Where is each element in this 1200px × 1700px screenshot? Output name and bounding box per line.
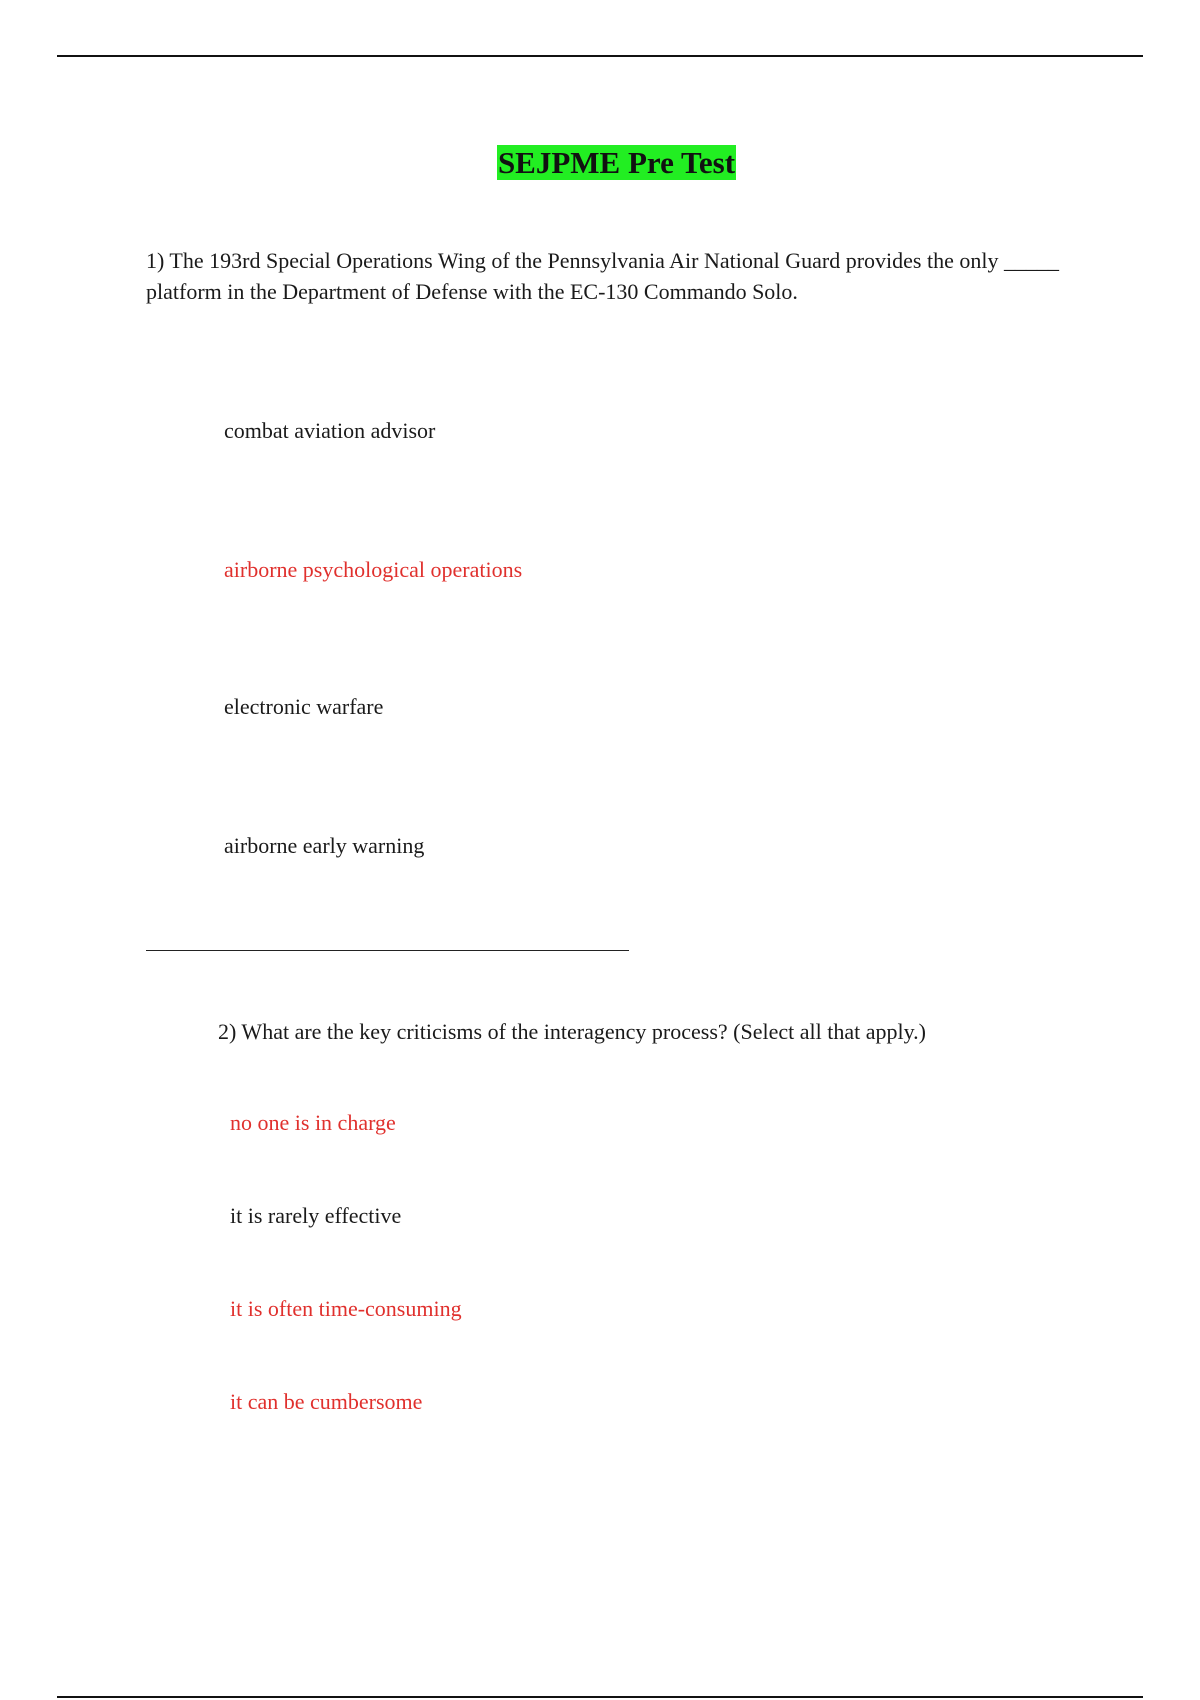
footer-rule — [57, 1696, 1143, 1698]
question-1-text: 1) The 193rd Special Operations Wing of the Pennsylvania Air National Guard provides the only _____ platform in the Department of Defense with the EC-130 Commando Solo. — [146, 248, 1059, 304]
question-2-text: 2) What are the key criticisms of the interagency process? (Select all that apply.) — [218, 1019, 926, 1044]
q2-option-cumbersome: it can be cumbersome — [230, 1389, 423, 1414]
q1-option-airborne-psychological-operations: airborne psychological operations — [224, 557, 523, 582]
q1-option-electronic-warfare: electronic warfare — [224, 694, 384, 719]
header-rule — [57, 55, 1143, 57]
q1-option-combat-aviation-advisor: combat aviation advisor — [224, 418, 436, 443]
title-highlight: SEJPME Pre Test — [497, 145, 736, 180]
page-title — [0, 144, 1200, 182]
q2-option-no-one-in-charge: no one is in charge — [230, 1110, 396, 1135]
q1-option-airborne-early-warning: airborne early warning — [224, 833, 425, 858]
q2-option-time-consuming: it is often time-consuming — [230, 1296, 462, 1321]
question-separator — [146, 950, 629, 951]
q2-option-rarely-effective: it is rarely effective — [230, 1203, 402, 1228]
